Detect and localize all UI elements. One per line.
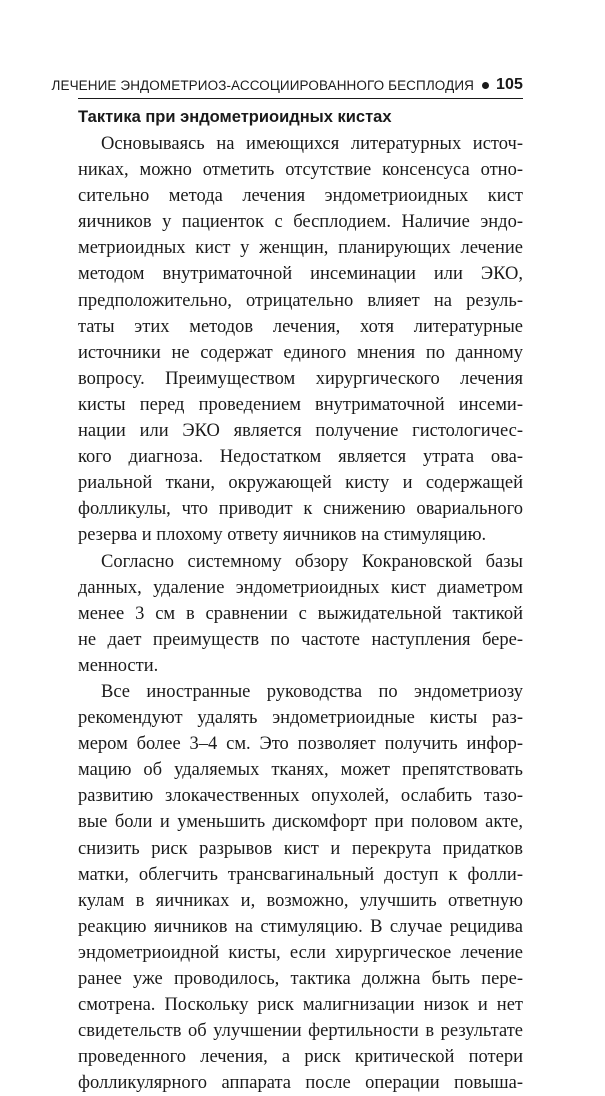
text-line: менее 3 см в сравнении с выжидательной тактикой [78, 603, 523, 624]
text-line: резерва и плохому ответу яичников на стимуляцию. [78, 525, 487, 546]
bullet-separator [482, 82, 489, 89]
text-line: свидетельств об улучшении фертильности в результате [78, 1021, 523, 1042]
text-line: методом внутриматочной инсеминации или ЭКО, [78, 264, 523, 285]
paragraph [78, 131, 523, 549]
text-line: фолликулы, что приводит к снижению овариального [78, 499, 523, 520]
text-line: реакцию яичников на стимуляцию. В случае рецидива [78, 916, 523, 937]
text-line: кисты перед проведением внутриматочной инсеми- [78, 394, 523, 415]
text-line: развитию злокачественных опухолей, ослабить тазо- [78, 786, 523, 807]
page-number: 105 [496, 76, 523, 93]
text-line: мацию об удаляемых тканях, может препятствовать [78, 760, 523, 781]
body-text [78, 131, 523, 1096]
text-line: рекомендуют удалять эндометриоидные кисты раз- [78, 708, 523, 729]
text-line: кого диагноза. Недостатком является утрата ова- [78, 447, 523, 468]
paragraph [78, 549, 523, 679]
running-title: ЛЕЧЕНИЕ ЭНДОМЕТРИОЗ-АССОЦИИРОВАННОГО БЕСПЛОДИЯ [51, 77, 474, 93]
text-line: кулам в яичниках и, возможно, улучшить ответную [78, 890, 523, 911]
text-line: смотрена. Поскольку риск малигнизации низок и нет [78, 995, 523, 1016]
text-line: вые боли и уменьшить дискомфорт при половом акте, [78, 812, 523, 833]
header-rule [78, 98, 523, 99]
text-line: мером более 3–4 см. Это позволяет получить инфор- [78, 734, 523, 755]
text-line: Согласно системному обзору Кокрановской базы [101, 551, 523, 572]
text-line: эндометриоидной кисты, если хирургическое лечение [78, 942, 523, 963]
text-line: матки, облегчить трансвагинальный доступ к фолли- [78, 864, 523, 885]
text-line: фолликулярного аппарата после операции повыша- [78, 1073, 523, 1094]
text-line: нации или ЭКО является получение гистологичес- [78, 421, 523, 442]
running-header [52, 76, 523, 94]
text-line: метриоидных кист у женщин, планирующих лечение [78, 238, 523, 259]
text-line: таты этих методов лечения, хотя литературные [78, 316, 523, 337]
text-line: вопросу. Преимуществом хирургического лечения [78, 368, 523, 389]
text-line: ранее уже проводилось, тактика должна быть пере- [78, 969, 523, 989]
text-line: Основываясь на имеющихся литературных источ- [101, 134, 523, 154]
text-line: источники не содержат единого мнения по данному [78, 342, 523, 363]
text-line: снизить риск разрывов кист и перекрута придатков [78, 838, 523, 859]
text-line: никах, можно отметить отсутствие консенсуса отно- [78, 160, 523, 181]
text-line: сительно метода лечения эндометриоидных кист [78, 186, 523, 207]
paragraph [78, 679, 523, 1096]
text-line: риальной ткани, окружающей кисту и содержащей [78, 473, 523, 494]
section-title: Тактика при эндометриоидных кистах [78, 108, 392, 126]
text-line: Все иностранные руководства по эндометриозу [101, 681, 523, 702]
text-line: не дает преимуществ по частоте наступления бере- [78, 629, 523, 650]
text-line: данных, удаление эндометриоидных кист диаметром [78, 577, 523, 598]
text-line: проведенного лечения, а риск критической потери [78, 1047, 523, 1068]
text-line: предположительно, отрицательно влияет на резуль- [78, 290, 523, 311]
text-line: яичников у пациенток с бесплодием. Наличие эндо- [78, 212, 523, 233]
text-line: менности. [78, 655, 159, 676]
main-content [78, 104, 523, 1096]
